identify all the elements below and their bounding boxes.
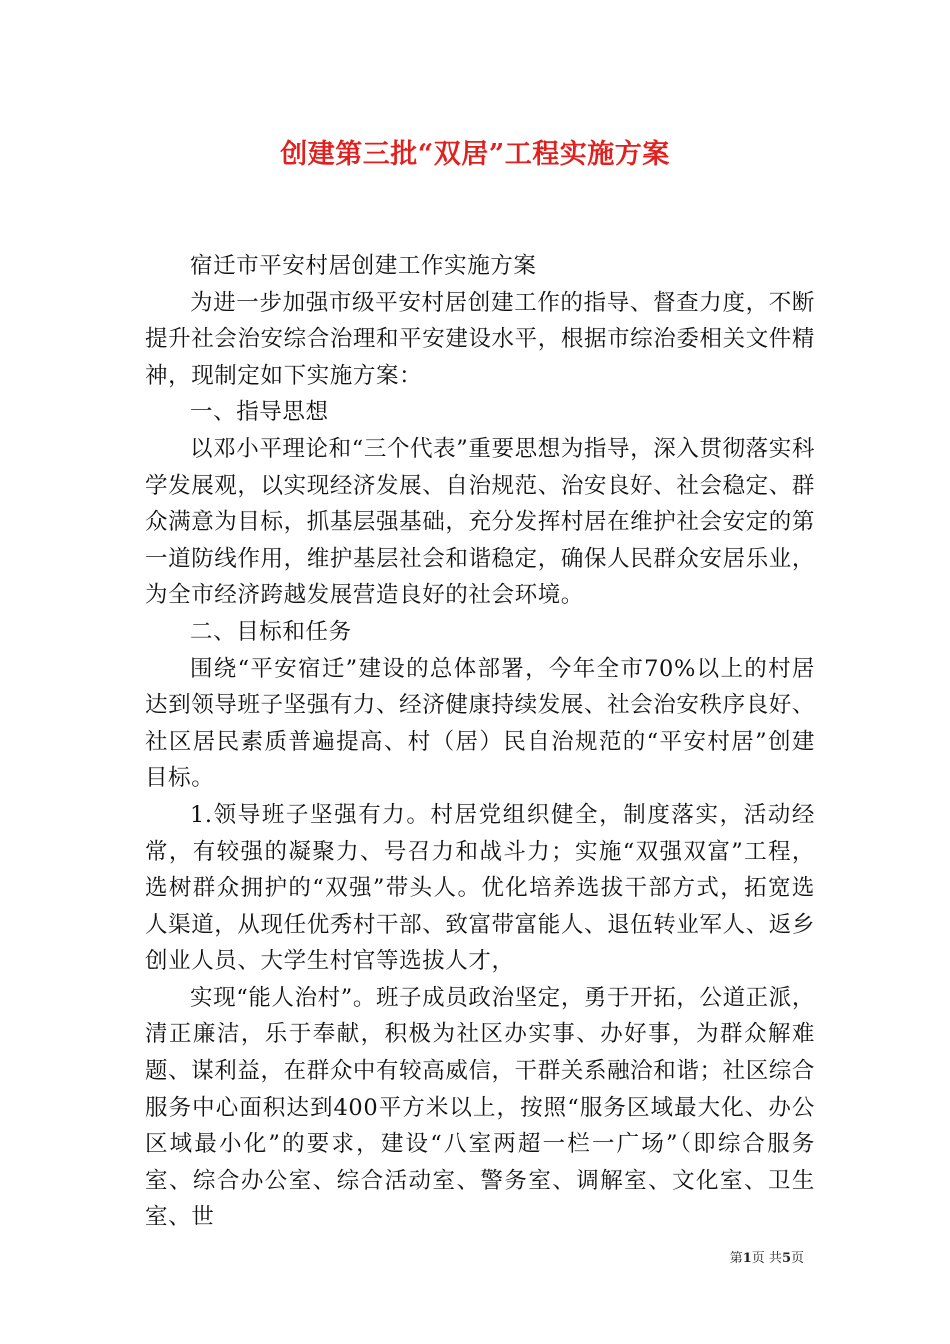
page-middle: 页 共 <box>751 1251 782 1266</box>
intro-paragraph: 为进一步加强市级平安村居创建工作的指导、督查力度，不断提升社会治安综合治理和平安建设水平，根据市综治委相关文件精神，现制定如下实施方案： <box>145 289 815 389</box>
goals-paragraph: 围绕“平安宿迁”建设的总体部署，今年全市70%以上的村居达到领导班子坚强有力、经济健康持续发展、社会治安秩序良好、社区居民素质普遍提高、村（居）民自治规范的“平安村居”创建目标。 <box>145 655 815 792</box>
guiding-ideology-paragraph: 以邓小平理论和“三个代表”重要思想为指导，深入贯彻落实科学发展观，以实现经济发展、自治规范、治安良好、社会稳定、群众满意为目标，抓基层强基础，充分发挥村居在维护社会安定的第一道防线作用，维护基层社会和谐稳定，确保人民群众安居乐业，为全市经济跨越发展营造良好的社会环境。 <box>145 435 815 609</box>
document-body <box>145 248 815 1236</box>
current-page-number: 1 <box>742 1251 752 1266</box>
section-heading-guiding-ideology: 一、指导思想 <box>190 399 329 426</box>
page-prefix: 第 <box>729 1251 743 1266</box>
item-1-continued-paragraph: 实现“能人治村”。班子成员政治坚定，勇于开拓，公道正派，清正廉洁，乐于奉献，积极为社区办实事、办好事，为群众解难题、谋利益，在群众中有较高威信，干群关系融洽和谐；社区综合服务中心面积达到400平方米以上，按照“服务区域最大化、办公区域最小化”的要求，建设“八室两超一栏一广场”（即综合服务室、综合办公室、综合活动室、警务室、调解室、文化室、卫生室、世 <box>145 984 815 1231</box>
item-1-paragraph: 1.领导班子坚强有力。村居党组织健全，制度落实，活动经常，有较强的凝聚力、号召力和战斗力；实施“双强双富”工程，选树群众拥护的“双强”带头人。优化培养选拔干部方式，拓宽选人渠道，从现任优秀村干部、致富带富能人、退伍转业军人、返乡创业人员、大学生村官等选拔人才， <box>145 801 815 975</box>
section-heading-goals-tasks: 二、目标和任务 <box>190 618 352 645</box>
subtitle-paragraph: 宿迁市平安村居创建工作实施方案 <box>190 253 537 279</box>
page-number-footer <box>730 1247 804 1266</box>
page-suffix: 页 <box>790 1251 804 1266</box>
total-page-number: 5 <box>781 1251 791 1266</box>
document-title: 创建第三批“双居”工程实施方案 <box>280 139 670 170</box>
